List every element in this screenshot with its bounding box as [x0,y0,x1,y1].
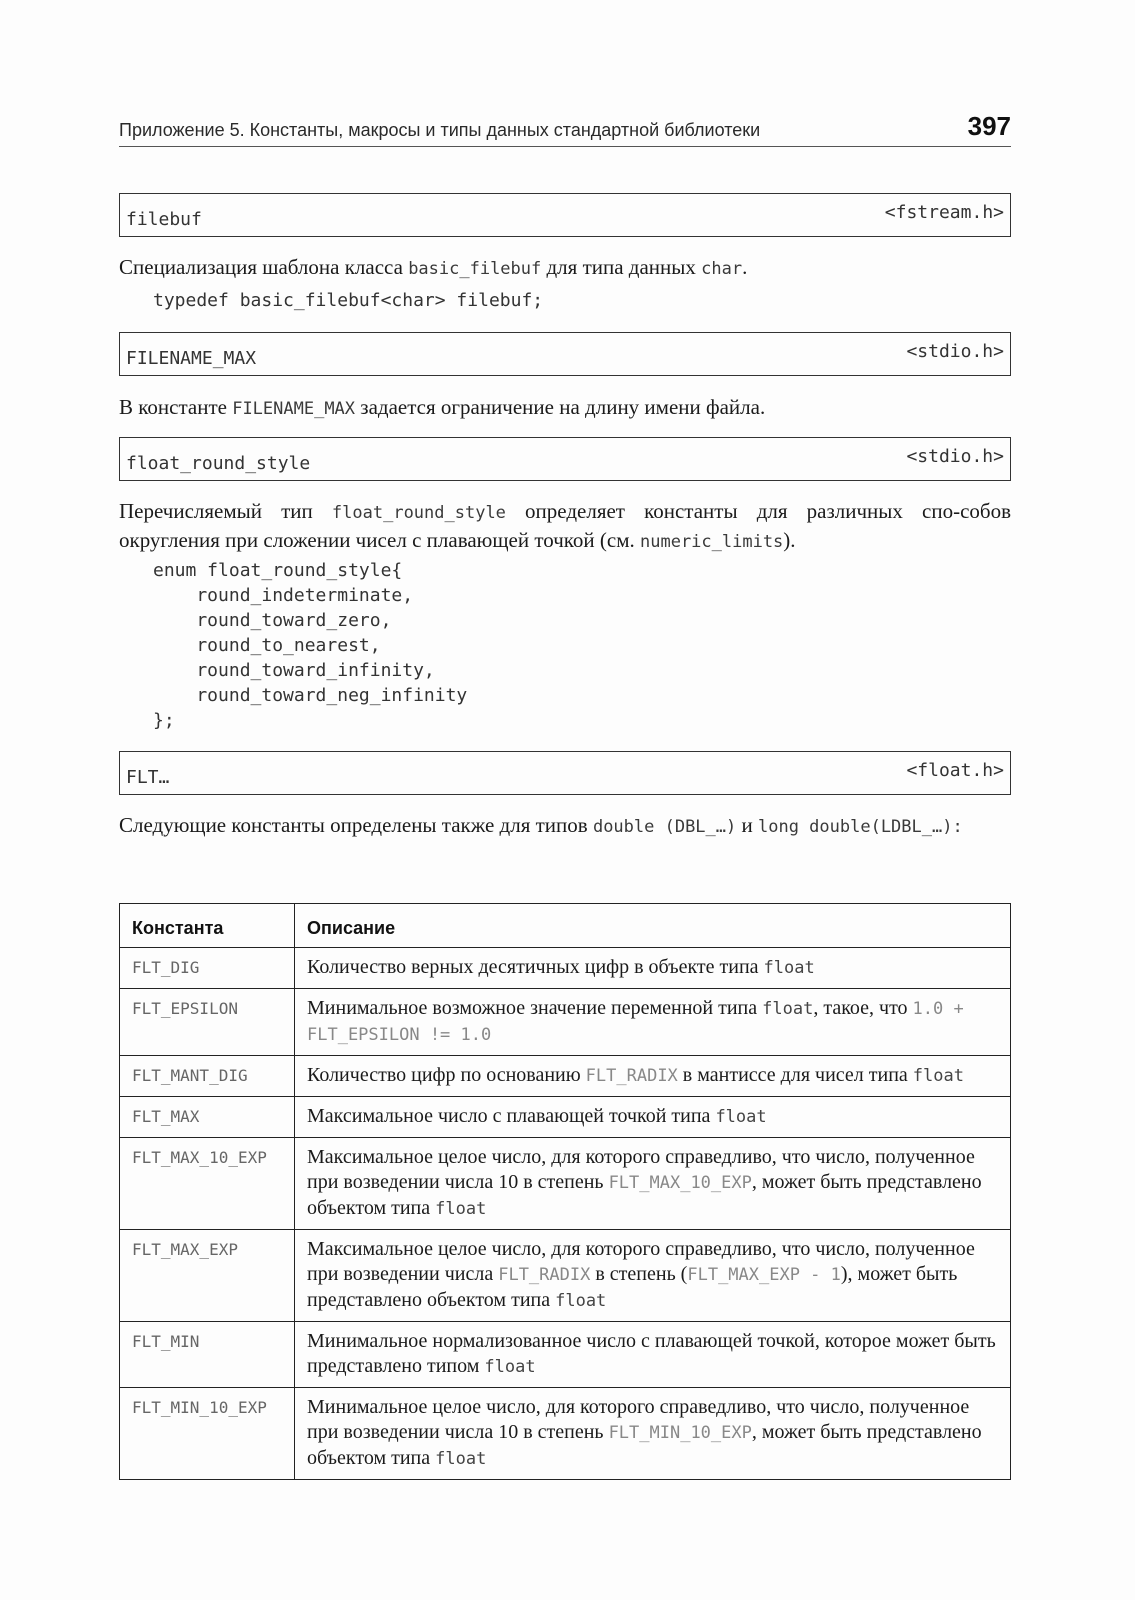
table-row [120,1322,1011,1388]
constant-cell: FLT_MAX_10_EXP [120,1138,295,1230]
constants-table [119,903,1011,1480]
text-fragment: в мантиссе для чисел типа [677,1064,913,1086]
code-fragment: FLT_RADIX [585,1066,678,1086]
code-fragment: FLT_RADIX [498,1265,591,1285]
text-fragment: Максимальное число с плавающей точкой типа [307,1105,716,1127]
description-cell [295,989,1011,1056]
entry-description [119,812,1011,841]
entry-header-filename-max [119,332,1011,376]
text-fragment: ). [783,528,796,552]
code-fragment: float [555,1291,607,1311]
table-row [120,989,1011,1056]
code-fragment: float [435,1199,487,1219]
text-fragment: В константе [119,395,233,419]
constant-cell: FLT_MIN_10_EXP [120,1388,295,1480]
code-fragment: char [701,259,743,279]
entry-header-file: <stdio.h> [906,446,1004,467]
code-fragment: FLT_MAX_EXP - 1 [687,1265,841,1285]
entry-header-float-round-style [119,437,1011,481]
description-cell [295,1097,1011,1138]
entry-header-file: <fstream.h> [884,202,1004,223]
text-fragment: определяет константы для различных спо-собов округления при сложении чисел с плавающей точкой (см. [119,499,1011,552]
entry-name: FLT… [126,767,170,788]
table-row [120,1097,1011,1138]
entry-name: float_round_style [126,453,311,474]
code-fragment: float [762,999,814,1019]
code-fragment: float [715,1107,767,1127]
code-fragment: float [912,1066,964,1086]
code-fragment: FLT_MAX_10_EXP [608,1173,752,1193]
page-number: 397 [967,111,1011,141]
entry-description [119,254,1011,283]
table-row [120,948,1011,989]
text-fragment: . [742,255,748,279]
description-cell [295,1138,1011,1230]
text-fragment: в степень ( [590,1263,688,1285]
text-fragment: , такое, что [813,997,913,1019]
text-fragment: Количество верных десятичных цифр в объекте типа [307,956,764,978]
table-row [120,1138,1011,1230]
code-fragment: float [763,958,815,978]
entry-header-flt [119,751,1011,795]
running-header [119,110,1011,147]
description-cell [295,1230,1011,1322]
table-header-row [120,904,1011,948]
entry-name: FILENAME_MAX [126,348,257,369]
text-fragment: задается ограничение на длину имени файла. [355,395,766,419]
code-fragment: FILENAME_MAX [232,399,356,419]
text-fragment: Минимальное возможное значение переменной типа [307,997,763,1019]
text-fragment: Специализация шаблона класса [119,255,409,279]
code-block: typedef basic_filebuf<char> filebuf; [153,290,544,311]
code-fragment: float [435,1449,487,1469]
entry-description [119,498,1011,556]
entry-name: filebuf [126,209,202,230]
constant-cell: FLT_DIG [120,948,295,989]
text-fragment: , может быть представлено объектом типа [307,1171,982,1219]
column-header-constant: Константа [120,904,295,948]
table-row [120,1230,1011,1322]
constant-cell: FLT_EPSILON [120,989,295,1056]
text-fragment: Минимальное нормализованное число с плавающей точкой, которое может быть представлено типом [307,1330,996,1377]
table-row [120,1056,1011,1097]
code-fragment: double (DBL_…) [592,817,737,837]
constant-cell: FLT_MAX [120,1097,295,1138]
code-fragment: FLT_MIN_10_EXP [608,1423,752,1443]
table-body [120,948,1011,1480]
text-fragment: Минимальное целое число, для которого справедливо, что число, полученное при возведении числа 10 в степень [307,1396,970,1443]
text-fragment: для типа данных [541,255,702,279]
constant-cell: FLT_MIN [120,1322,295,1388]
code-block: enum float_round_style{ round_indeterminate, round_toward_zero, round_to_nearest, round_toward_infinity, round_toward_neg_infinity }; [153,560,468,731]
code-fragment: 1.0 + FLT_EPSILON != 1.0 [307,999,964,1045]
column-header-description: Описание [295,904,1011,948]
text-fragment: ), может быть представлено объектом типа [307,1263,958,1311]
entry-header-file: <stdio.h> [906,341,1004,362]
code-fragment: long double(LDBL_…): [758,817,963,837]
text-fragment: Следующие константы определены также для типов [119,813,593,837]
code-fragment: float_round_style [331,503,506,523]
entry-header-file: <float.h> [906,760,1004,781]
text-fragment: Перечисляемый тип [119,499,332,523]
description-cell [295,1056,1011,1097]
description-cell [295,1322,1011,1388]
constant-cell: FLT_MAX_EXP [120,1230,295,1322]
chapter-title: Приложение 5. Константы, макросы и типы данных стандартной библиотеки [119,120,761,140]
entry-description [119,394,1011,423]
table-row [120,1388,1011,1480]
text-fragment: , может быть представлено объектом типа [307,1421,982,1469]
text-fragment: Максимальное целое число, для которого справедливо, что число, полученное при возведении числа 10 в степень [307,1146,975,1193]
code-fragment: float [484,1357,536,1377]
text-fragment: Максимальное целое число, для которого справедливо, что число, полученное при возведении числа [307,1238,975,1285]
code-fragment: basic_filebuf [408,259,542,279]
description-cell [295,1388,1011,1480]
text-fragment: Количество цифр по основанию [307,1064,586,1086]
description-cell [295,948,1011,989]
code-fragment: numeric_limits [640,532,784,552]
text-fragment: и [736,813,758,837]
entry-header-filebuf [119,193,1011,237]
constant-cell: FLT_MANT_DIG [120,1056,295,1097]
